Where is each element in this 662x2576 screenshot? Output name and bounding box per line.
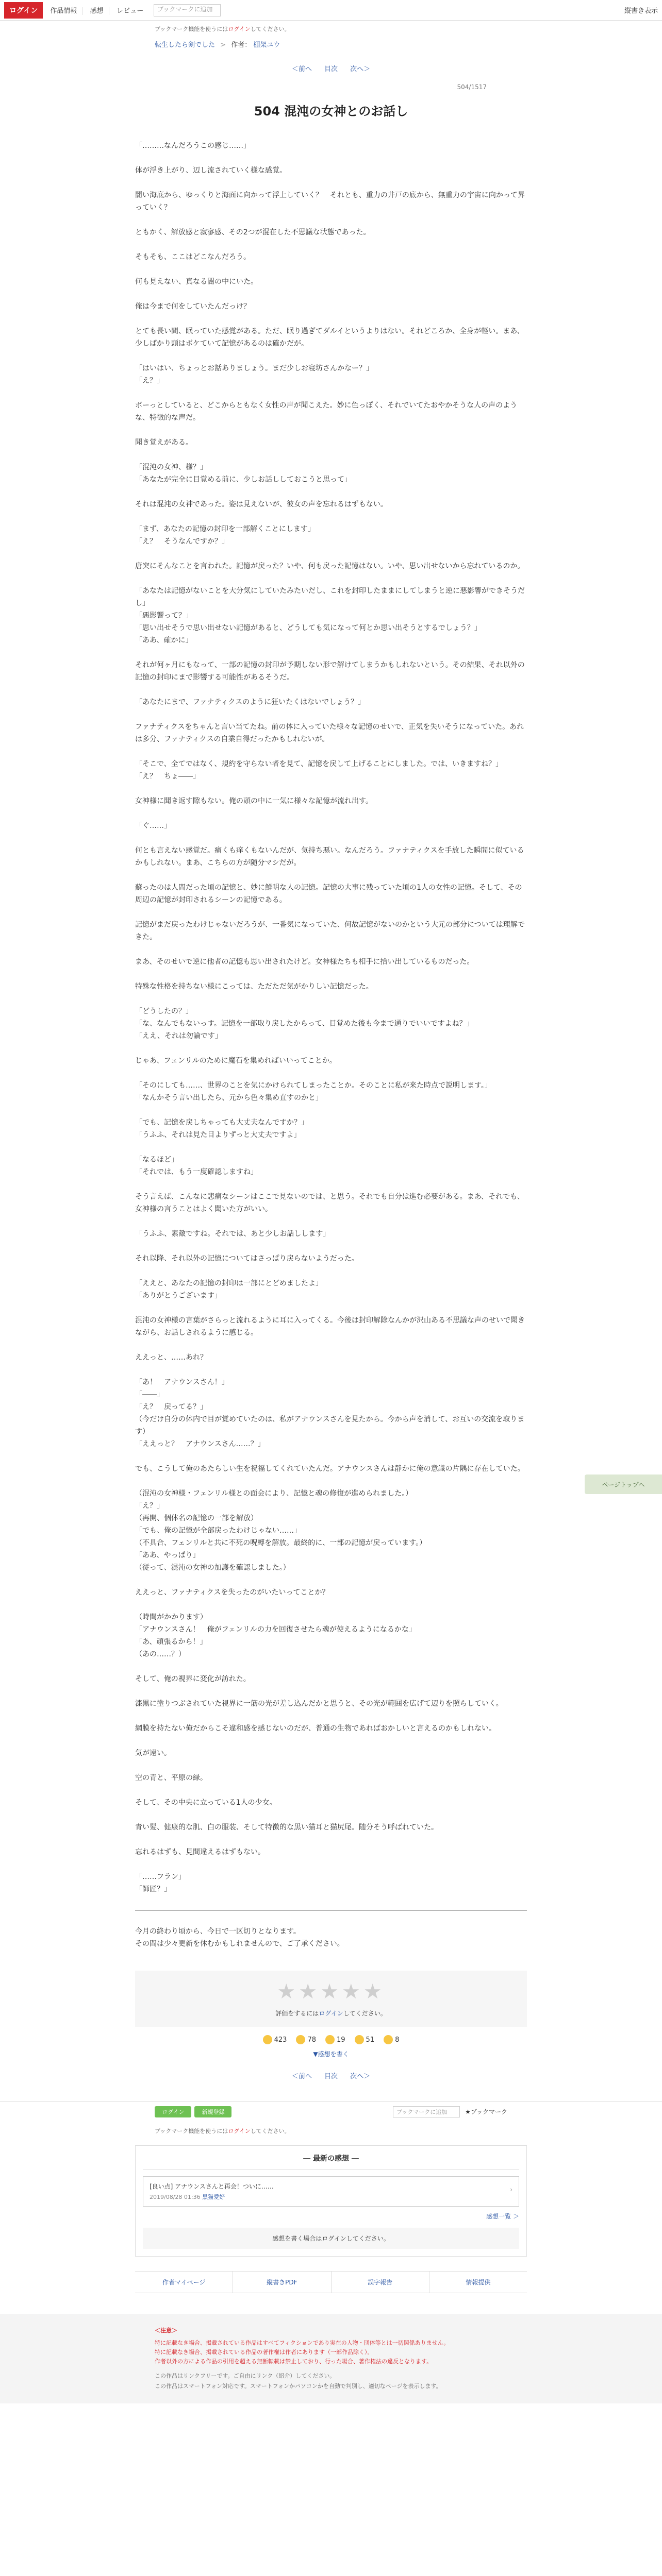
paragraph: それは混沌の女神であった。姿は見えないが、彼女の声を忘れるはずもない。 — [135, 500, 388, 509]
reaction-count: 51 — [366, 2036, 375, 2044]
rating-login-link[interactable]: ログイン — [319, 2010, 343, 2017]
login-button[interactable]: ログイン — [155, 2106, 191, 2117]
rating-login-text: 評価をするには — [275, 2010, 319, 2017]
notice-red-1: 特に記載なき場合、掲載されている作品の著作権は作者にあります（一部作品除く）。 — [155, 2349, 373, 2355]
rating-login-tail: してください。 — [343, 2010, 387, 2017]
write-impression-link[interactable] — [0, 2049, 662, 2058]
top-bar — [0, 0, 662, 21]
paragraph: 気が遠い。 — [135, 1749, 171, 1757]
paragraph: 漆黒に塗りつぶされていた視界に一筋の光が差し込んだかと思うと、その光が範囲を広げて辺りを照らしていく。 — [135, 1700, 503, 1708]
footer-pdf[interactable]: 縦書きPDF — [233, 2272, 331, 2293]
notice-login-link-bottom[interactable]: ログイン — [228, 2128, 251, 2134]
author-link[interactable]: 棚架ユウ — [253, 41, 280, 49]
star-icon[interactable]: ★ — [341, 1980, 363, 2004]
author-label: 作者： — [231, 41, 252, 49]
latest-impressions — [135, 2145, 527, 2257]
reaction-count: 78 — [307, 2036, 316, 2044]
pager-bottom — [0, 2058, 662, 2080]
impression-login-msg: 感想を書く場合はログインしてください。 — [143, 2228, 519, 2249]
paragraph: ボーっとしていると、どこからともなく女性の声が聞こえた。妙に色っぽく、それでいてたおやかそうな人の声のような、特徴的な声だ。 — [135, 401, 518, 422]
paragraph: 「でも、記憶を戻しちゃっても大丈夫なんですか？」 「うふふ、それは見た目よりずっと大丈夫ですよ」 — [135, 1118, 308, 1139]
paragraph: 「どうしたの？」 「な、なんでもないっす。記憶を一部取り戻したからって、目覚めた後も今まで通りでいいですよね？」 「ええ、それは勿論です」 — [135, 1007, 474, 1040]
toc-link-bottom[interactable]: 目次 — [324, 2073, 338, 2080]
paragraph: それ以降、それ以外の記憶についてはさっぱり戻らないようだった。 — [135, 1255, 359, 1263]
breadcrumb — [0, 33, 662, 49]
paragraph: ええっと、ファナティクスを失ったのがいたいってことか？ — [135, 1588, 329, 1597]
paragraph: 「まず、あなたの記憶の封印を一部解くことにします」 「え？ そうなんですか？」 — [135, 525, 315, 546]
emoji-icon — [296, 2035, 305, 2044]
paragraph: 女神様に聞き返す隙もない。俺の頭の中に一気に様々な記憶が流れ出す。 — [135, 797, 373, 805]
paragraph: 混沌の女神様の言葉がさらっと流れるように耳に入ってくる。今後は封印解除なんかが沢山ある不思議な声のせいで聞きながら、お話しされるように感じる。 — [135, 1316, 525, 1337]
paragraph: 「なるほど」 「それでは、もう一度確認しますね」 — [135, 1156, 258, 1176]
paragraph: 「……フラン」 「師匠？」 — [135, 1873, 186, 1893]
story-number: 504/1517 — [457, 83, 487, 91]
next-link[interactable]: 次へ＞ — [350, 65, 371, 73]
paragraph: 「あなたにまで、ファナティクスのように狂いたくはないでしょう？」 — [135, 698, 366, 706]
novel-body — [135, 140, 527, 1895]
register-button[interactable]: 新規登録 — [194, 2106, 231, 2117]
paragraph: 聞き覚えがある。 — [135, 438, 193, 447]
notice-tail-bottom: してください。 — [250, 2128, 290, 2134]
reaction-count: 8 — [395, 2036, 400, 2044]
paragraph: ともかく、解放感と寂寥感、その2つが混在した不思議な状態であった。 — [135, 228, 371, 236]
notice-red-0: 特に記載なき場合、掲載されている作品はすべてフィクションであり実在の人物・団体等とは一切関係ありません。 — [155, 2340, 450, 2346]
reaction-item[interactable] — [325, 2035, 345, 2044]
paragraph: じゃあ、フェンリルのために魔石を集めればいいってことか。 — [135, 1057, 337, 1065]
afterword-divider — [135, 1910, 527, 1911]
reaction-item[interactable] — [296, 2035, 316, 2044]
impressions-heading-text: 最新の感想 — [313, 2155, 349, 2163]
rating-stars[interactable] — [135, 1980, 527, 2004]
paragraph: 蘇ったのは人間だった頃の記憶と、妙に鮮明な人の記憶。記憶の大事に残っていた頃の1人の女性の記憶。そして、その周辺の記憶が封印されるシーンの記憶である。 — [135, 884, 522, 904]
bookmark-notice-top — [0, 21, 662, 33]
paragraph: そして、その中央に立っている1人の少女。 — [135, 1799, 277, 1807]
paragraph: 「………なんだろうこの感じ……」 — [135, 142, 251, 150]
footer-typo-report[interactable]: 誤字報告 — [332, 2272, 429, 2293]
footer-author-page[interactable]: 作者マイページ — [135, 2272, 233, 2293]
next-link-bottom[interactable]: 次へ＞ — [350, 2073, 371, 2080]
paragraph: 何も見えない、真なる闇の中にいた。 — [135, 278, 258, 286]
notice-login-link[interactable]: ログイン — [228, 26, 251, 32]
bottom-bookmark — [393, 2106, 507, 2117]
top-nav — [45, 5, 148, 15]
paragraph: 「そのにしても……、世界のことを気にかけられてしまったことか。そのことに私が来た時点で説明します。」 「なんかそう言い出したら、元から色々集め直すのかと」 — [135, 1081, 492, 1102]
nav-reviews[interactable]: レビュー — [117, 7, 144, 15]
impressions-heading: ― 最新の感想 ― — [143, 2153, 519, 2170]
notice-gray-1: この作品はスマートフォン対応です。スマートフォンかパソコンかを自動で判別し、適切なページを表示します。 — [155, 2383, 442, 2389]
impressions-more[interactable] — [143, 2212, 519, 2221]
paragraph: 空の青と、平原の緑。 — [135, 1774, 207, 1782]
paragraph: 唐突にそんなことを言われた。記憶が戻った？いや、何も戻った記憶はない。いや、思い出せないから忘れているのか。 — [135, 562, 525, 570]
emoji-icon — [384, 2035, 393, 2044]
impression-date: 2019/08/28 01:36 — [150, 2194, 201, 2200]
paragraph: そして、俺の視界に変化が訪れた。 — [135, 1675, 251, 1683]
reaction-item[interactable] — [355, 2035, 375, 2044]
paragraph: （時間がかかります） 「アナウンスさん！ 俺がフェンリルの力を回復させたら魂が使えるようになるかな」 「あ、頑張るから！」 （あの……？） — [135, 1613, 416, 1658]
vertical-display-link[interactable]: 縦書き表示 — [624, 7, 658, 15]
impression-meta — [150, 2193, 512, 2201]
paragraph: 青い髪、健康的な肌、白の服装、そして特徴的な黒い猫耳と猫尻尾。随分そう呼ばれていた。 — [135, 1823, 438, 1832]
paragraph: 体が浮き上がり、辺し流されていく様な感覚。 — [135, 166, 287, 175]
star-icon[interactable]: ★ — [299, 1980, 321, 2004]
paragraph: そもそも、ここはどこなんだろう。 — [135, 253, 251, 261]
series-title-link[interactable]: 転生したら剣でした — [155, 41, 216, 49]
notice-text-bottom: ブックマーク機能を使うには — [155, 2128, 228, 2134]
bookmark-add-field[interactable]: ブックマークに追加 — [154, 4, 221, 16]
toc-link[interactable]: 目次 — [324, 65, 338, 73]
emoji-icon — [325, 2035, 335, 2044]
reaction-count: 423 — [274, 2036, 287, 2044]
paragraph: 「あ！ アナウンスさん！」 「――」 「え？ 戻ってる？」 （今だけ自分の体内で目が覚めていたのは、私がアナウンスさんを見たから。今から声を消して、お互いの交流を取ります） 「ええっと？ アナウンスさん……？」 — [135, 1378, 525, 1448]
bottom-bar — [0, 2101, 662, 2122]
reaction-item[interactable] — [263, 2035, 287, 2044]
nav-work-info[interactable]: 作品情報 — [45, 7, 82, 15]
breadcrumb-separator: > — [220, 41, 226, 49]
paragraph: 記憶がまだ戻ったわけじゃないだろうが、一番気になっていた、何故記憶がないのかという大元の部分については理解できた。 — [135, 921, 525, 941]
prev-link-bottom[interactable]: ＜前へ — [291, 2073, 312, 2080]
paragraph: 俺は今まで何をしていたんだっけ？ — [135, 302, 251, 311]
paragraph: 特殊な性格を持ちない様にこっては、ただただ気がかりしい記憶だった。 — [135, 982, 373, 991]
star-icon[interactable]: ★ — [363, 1980, 385, 2004]
footer-nav — [135, 2271, 527, 2293]
emoji-icon — [263, 2035, 272, 2044]
notice-tail: してください。 — [250, 26, 290, 32]
paragraph: 「あなたは記憶がないことを大分気にしていたみたいだし、これを封印したままにしてしまうと逆に悪影響ができそうだし」 「悪影響って？」 「思い出せそうで思い出せない記憶があると、どうしても気になって何とか思い出そうとするでしょう？」 「ああ、確かに」 — [135, 587, 525, 645]
paragraph: 何とも言えない感覚だ。痛くも痒くもないんだが、気持ち悪い。なんだろう。ファナティクスを手放した瞬間に似ているかもしれない。まあ、こちらの方が随分マシだが。 — [135, 846, 524, 867]
paragraph: ええっと、……あれ？ — [135, 1353, 207, 1362]
paragraph: 網膜を持たない俺だからこそ違和感を感じないのだが、普通の生物であればおかしいと言えるのかもしれない。 — [135, 1724, 496, 1733]
paragraph: 「はいはい、ちょっとお話ありましょう。まだ少しお寝坊さんかなー？」 「え？」 — [135, 364, 373, 385]
nav-impressions[interactable]: 感想 — [85, 7, 109, 15]
paragraph: 「そこで、全てではなく、規約を守らない者を見て、記憶を戻して上げることにしました。では、いきますね？」 「え？ ちょ――」 — [135, 760, 503, 781]
write-impression-anchor[interactable]: ▼感想を書く — [313, 2050, 349, 2058]
paragraph: それが何ヶ月にもなって、一部の記憶の封印が予期しない形で解けてしまうかもしれないという。その結果、それ以外の記憶の封印にまで影響する可能性があるそうだ。 — [135, 661, 525, 682]
prev-link[interactable]: ＜前へ — [291, 65, 312, 73]
chevron-right-icon: › — [510, 2186, 512, 2193]
impressions-more-link[interactable]: 感想一覧 ＞ — [486, 2213, 519, 2220]
paragraph: 「混沌の女神、様？」 「あなたが完全に目覚める前に、少しお話ししておこうと思って」 — [135, 463, 352, 484]
paragraph: とても長い間、眠っていた感覚がある。ただ、眠り過ぎてダルイというよりはない。それどころか、全身が軽い。まあ、少しばかり頭はボケていて記憶があるのは確かだが。 — [135, 327, 524, 348]
notice-title: ＜注意＞ — [155, 2327, 177, 2334]
paragraph: ファナティクスをちゃんと言い当てたね。前の体に入っていた様々な記憶のせいで、正気を失いそうになっていた。あれは多分、ファナティクスの自業自得だったかもしれないが。 — [135, 723, 524, 743]
paragraph: 「うふふ、素敵ですね。それでは、あと少しお話しします」 — [135, 1230, 330, 1238]
episode-title: 504 混沌の女神とのお話し — [254, 104, 408, 118]
paragraph: （混沌の女神様・フェンリル様との面会により、記憶と魂の修復が進められました。） 「え？」 （再開、個体名の記憶の一部を解放） 「でも、俺の記憶が全部戻ったわけじゃない……」 （不具合、フェンリルと共に不死の呪縛を解放。最終的に、一部の記憶が戻っています。） 「ああ、やっぱり」 （従って、混沌の女神の加護を確認しました。） — [135, 1489, 427, 1572]
reaction-item[interactable] — [384, 2035, 399, 2044]
bookmark-add-field-bottom[interactable]: ブックマークに追加 — [393, 2106, 460, 2117]
paragraph: 「ぐ……」 — [135, 822, 171, 830]
pager-top — [0, 49, 662, 73]
rating-box — [135, 1971, 527, 2027]
reaction-list — [135, 2035, 527, 2044]
reaction-count: 19 — [337, 2036, 345, 2044]
notice-gray-0: この作品はリンクフリーです。ご自由にリンク（紹介）してください。 — [155, 2372, 336, 2379]
notice-text: ブックマーク機能を使うには — [155, 26, 228, 32]
afterword: 今月の終わり頃から、今日で一区切りとなります。 その間は少々更新を休むかもしれませんので、ご了承ください。 — [135, 1927, 344, 1948]
rating-login-msg — [135, 2009, 527, 2018]
impression-item[interactable] — [143, 2176, 519, 2207]
paragraph: そう言えば、こんなに悲痛なシーンはここで見ないのでは、と思う。それでも自分は進む必要がある。まあ、それでも、女神様の言うことはよく聞いた方がいい。 — [135, 1193, 525, 1213]
footer-info-provide[interactable]: 情報提供 — [466, 2279, 491, 2286]
bookmark-notice-bottom — [0, 2122, 662, 2135]
login-logo-button[interactable]: ログイン — [4, 2, 43, 19]
bookmark-button[interactable]: ★ブックマーク — [465, 2108, 507, 2115]
paragraph: まあ、そのせいで逆に他者の記憶も思い出されたけど。女神様たちも相手に拾い出しているものだった。 — [135, 958, 474, 966]
emoji-icon — [355, 2035, 364, 2044]
notice-red-2: 作者以外の方による作品の引用を超える無断転載は禁止しており、行った場合、著作権法の違反となります。 — [155, 2358, 433, 2365]
paragraph: 「ええと、あなたの記憶の封印は一部にとどめましたよ」 「ありがとうございます」 — [135, 1279, 323, 1300]
page-top-button[interactable]: ページトップへ — [585, 1475, 662, 1494]
star-icon[interactable]: ★ — [320, 1980, 342, 2004]
impression-user[interactable]: 黒猫愛好 — [202, 2194, 225, 2200]
impression-title: [良い点] アナウンスさんと再会！ついに…… — [150, 2183, 274, 2190]
paragraph: 忘れるはずも、見間違えるはずもない。 — [135, 1848, 265, 1856]
notice-box — [0, 2314, 662, 2403]
paragraph: でも、こうして俺のあたらしい生を祝福してくれていたんだ。アナウンスさんは静かに俺の意識の片隅に存在していた。 — [135, 1465, 525, 1473]
star-icon[interactable]: ★ — [277, 1980, 299, 2004]
paragraph: 闇い海底から、ゆっくりと海面に向かって浮上していく？ それとも、重力の井戸の底から、無重力の宇宙に向かって昇っていく？ — [135, 191, 525, 212]
